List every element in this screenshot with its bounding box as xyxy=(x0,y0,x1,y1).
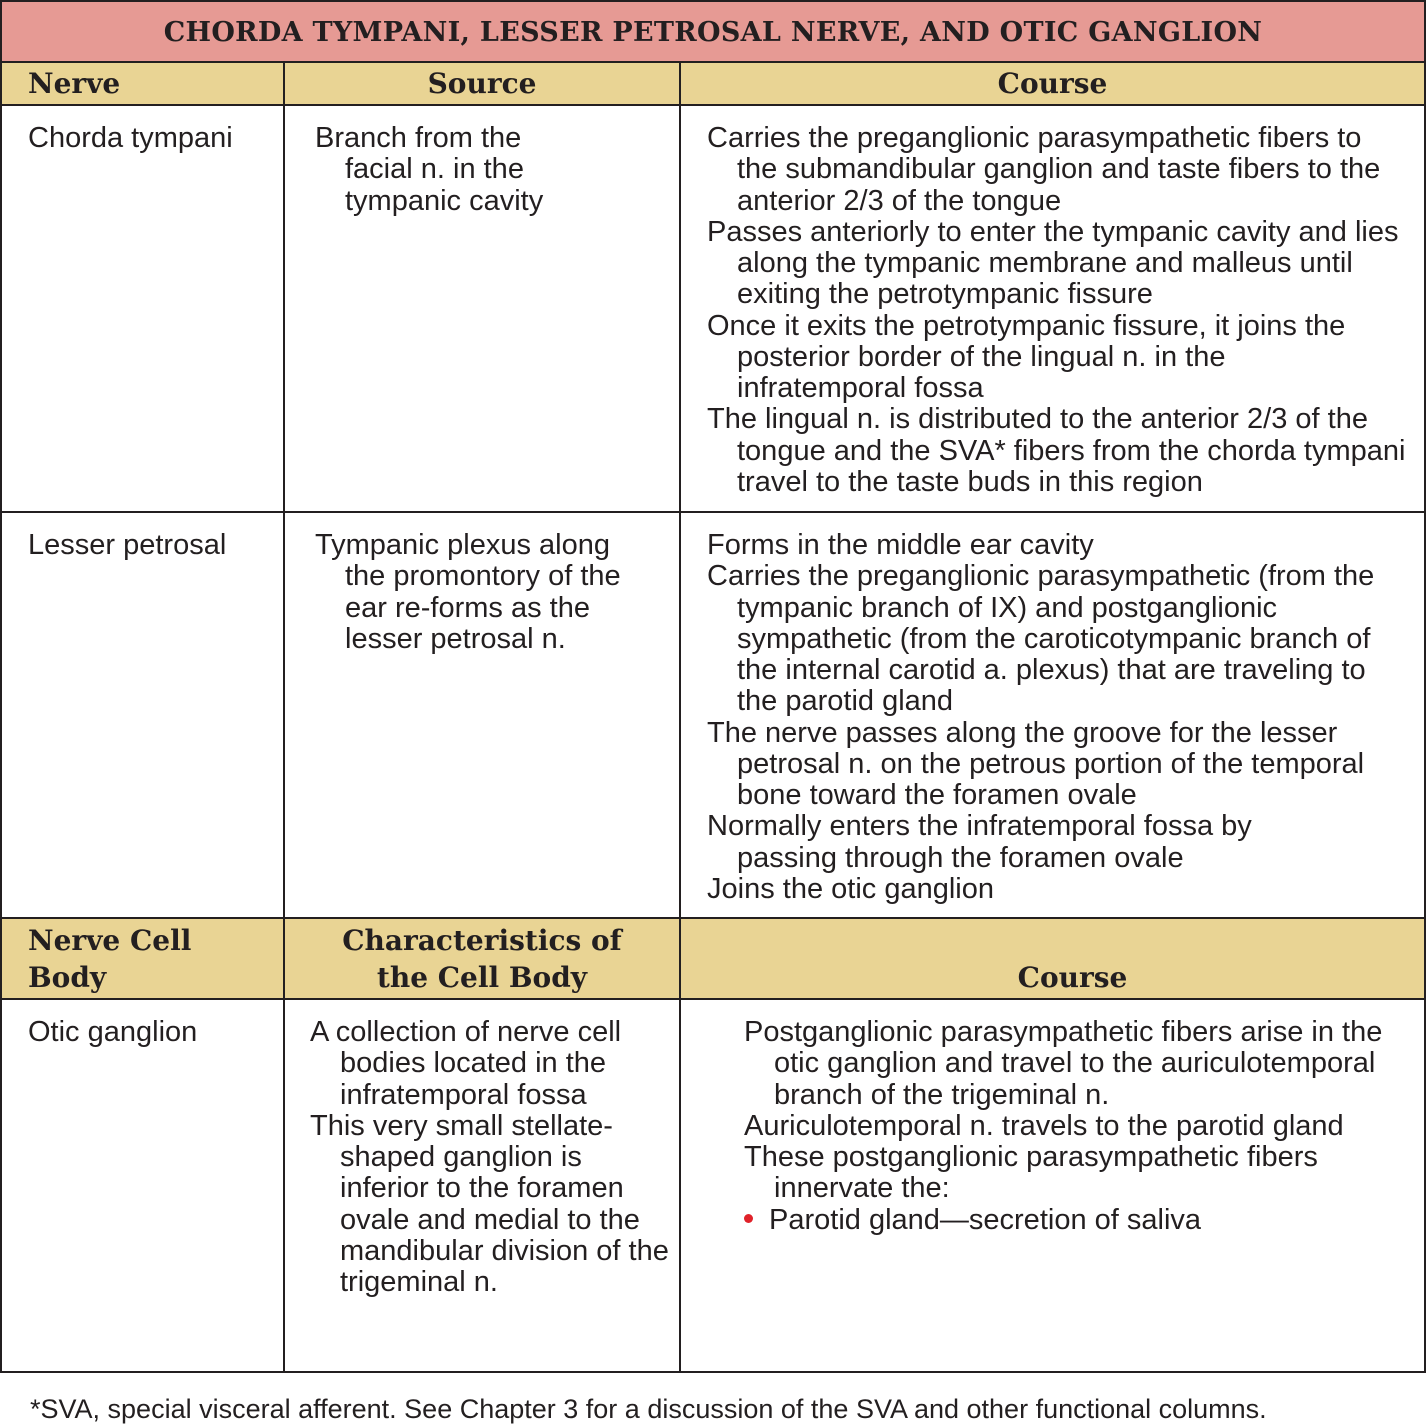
col-divider xyxy=(283,62,285,1372)
course-lesser xyxy=(707,530,1407,905)
header-cell-body-line1: Nerve Cell xyxy=(28,924,192,957)
course-para: These postganglionic parasympathetic fibers innervate the: xyxy=(744,1141,1318,1205)
footnote: *SVA, special visceral afferent. See Chapter 3 for a discussion of the SVA and other functional columns. xyxy=(30,1394,1267,1424)
course-para: The lingual n. is distributed to the anterior 2/3 of the tongue and the SVA* fibers from the chorda tympani travel to the taste buds in this region xyxy=(707,403,1406,498)
rule xyxy=(0,104,1426,106)
course-para: Auriculotemporal n. travels to the parotid gland xyxy=(744,1109,1344,1142)
source-chorda xyxy=(315,123,565,217)
course-para: Passes anteriorly to enter the tympanic cavity and lies along the tympanic membrane and malleus until exiting the petrotympanic fissure xyxy=(707,215,1399,311)
rule xyxy=(0,511,1426,513)
source-para: Tympanic plexus along the promontory of the ear re-forms as the lesser petrosal n. xyxy=(315,529,621,655)
header-course-2: Course xyxy=(1017,961,1128,994)
rule xyxy=(0,61,1426,63)
course-para: Forms in the middle ear cavity xyxy=(707,529,1094,561)
course-para: Postganglionic parasympathetic fibers arise in the otic ganglion and travel to the auriculotemporal branch of the trigeminal n. xyxy=(744,1016,1383,1111)
border-left xyxy=(0,0,2,1373)
course-para: Carries the preganglionic parasympathetic (from the tympanic branch of IX) and postganglionic sympathetic (from the caroticotympanic branch of the internal carotid a. plexus) that are traveling to the parotid gland xyxy=(707,560,1375,718)
characteristics-otic xyxy=(310,1016,669,1298)
bullet-dot-icon xyxy=(744,1214,753,1223)
header-nerve: Nerve xyxy=(28,67,121,100)
border-bottom xyxy=(0,1371,1426,1373)
border-top xyxy=(0,0,1426,2)
header-characteristics-line2: the Cell Body xyxy=(376,961,588,994)
header-cell-body-line2: Body xyxy=(28,961,107,994)
col-divider xyxy=(679,62,681,1372)
course-otic xyxy=(744,1017,1409,1236)
header-characteristics xyxy=(285,922,679,996)
course-chorda xyxy=(707,123,1407,498)
nerve-name-chorda: Chorda tympani xyxy=(28,122,233,154)
source-para: Branch from the facial n. in the tympanic cavity xyxy=(315,122,544,217)
course-para: Once it exits the petrotympanic fissure, it joins the posterior border of the lingual n. in the infratemporal fossa xyxy=(707,309,1346,404)
characteristics-para: This very small stellate-shaped ganglion is inferior to the foramen ovale and medial to the mandibular division of the trigeminal n. xyxy=(310,1109,669,1298)
table-title: CHORDA TYMPANI, LESSER PETROSAL NERVE, AND OTIC GANGLION xyxy=(163,17,1263,48)
nerve-name-otic: Otic ganglion xyxy=(28,1016,198,1048)
course-para: Carries the preganglionic parasympathetic fibers to the submandibular ganglion and taste fibers to the anterior 2/3 of the tongue xyxy=(707,122,1381,217)
course-para: Normally enters the infratemporal fossa by passing through the foramen ovale xyxy=(707,810,1252,874)
header-cell-body xyxy=(28,922,191,996)
bullet-item: Parotid gland—secretion of saliva xyxy=(744,1205,1409,1236)
course-para: The nerve passes along the groove for the lesser petrosal n. on the petrous portion of the temporal bone toward the foramen ovale xyxy=(707,716,1365,811)
header-course: Course xyxy=(997,67,1108,100)
nerve-name-lesser: Lesser petrosal xyxy=(28,529,227,561)
source-lesser xyxy=(315,530,645,655)
header-characteristics-line1: Characteristics of xyxy=(342,924,622,957)
characteristics-para: A collection of nerve cell bodies located in the infratemporal fossa xyxy=(310,1016,622,1111)
course-para: Joins the otic ganglion xyxy=(707,872,994,905)
rule xyxy=(0,998,1426,1000)
rule xyxy=(0,917,1426,919)
header-source: Source xyxy=(427,67,537,100)
